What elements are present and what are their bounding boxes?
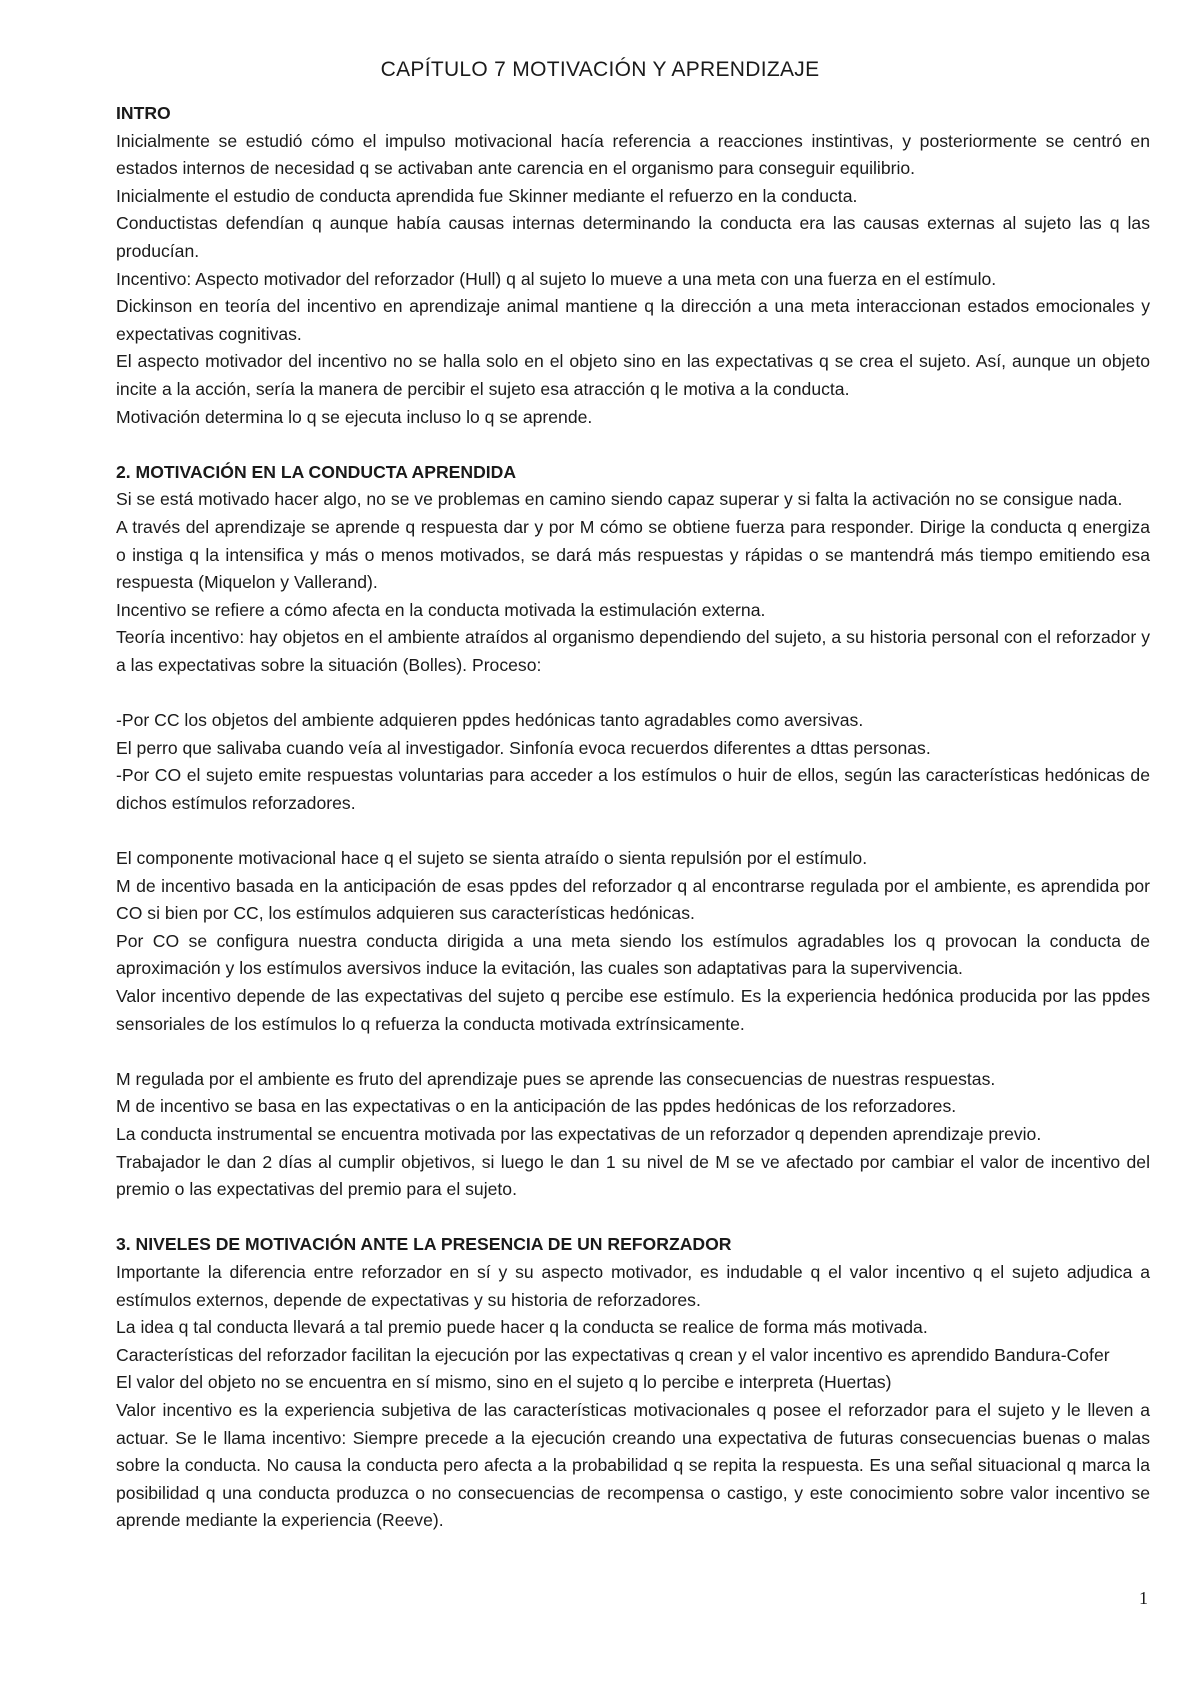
paragraph: Valor incentivo depende de las expectativas del sujeto q percibe ese estímulo. Es la experiencia hedónica producida por las ppdes sensoriales de los estímulos lo q refuerza la conducta motivada extrínsicamente. [116, 986, 1150, 1034]
paragraph: -Por CO el sujeto emite respuestas voluntarias para acceder a los estímulos o huir de ellos, según las características hedónicas de dichos estímulos reforzadores. [116, 765, 1150, 813]
paragraph: La idea q tal conducta llevará a tal premio puede hacer q la conducta se realice de forma más motivada. [116, 1317, 928, 1338]
paragraph: Teoría incentivo: hay objetos en el ambiente atraídos al organismo dependiendo del sujeto, a su historia personal con el reforzador y a las expectativas sobre la situación (Bolles). Proceso: [116, 627, 1150, 675]
paragraph: Características del reforzador facilitan la ejecución por las expectativas q crean y el valor incentivo es aprendido Bandura-Cofer [116, 1344, 1110, 1365]
paragraph: Inicialmente el estudio de conducta aprendida fue Skinner mediante el refuerzo en la conducta. [116, 185, 858, 206]
paragraph: Inicialmente se estudió cómo el impulso motivacional hacía referencia a reacciones instintivas, y posteriormente se centró en estados internos de necesidad q se activaban ante carencia en el organismo para conseguir equilibrio. [116, 130, 1150, 179]
paragraph: Incentivo: Aspecto motivador del reforzador (Hull) q al sujeto lo mueve a una meta con una fuerza en el estímulo. [116, 268, 997, 289]
paragraph-spacer [116, 817, 1150, 845]
paragraph: Motivación determina lo q se ejecuta incluso lo q se aprende. [116, 406, 593, 427]
paragraph: A través del aprendizaje se aprende q respuesta dar y por M cómo se obtiene fuerza para responder. Dirige la conducta q energiza o instiga q la intensifica y más o menos motivados, se dará más respuestas y rápidas o se mantendrá más tiempo emitiendo esa respuesta (Miquelon y Vallerand). [116, 516, 1150, 593]
paragraph: M de incentivo se basa en las expectativas o en la anticipación de las ppdes hedónicas de los reforzadores. [116, 1096, 957, 1117]
paragraph: Importante la diferencia entre reforzador en sí y su aspecto motivador, es indudable q el valor incentivo q el sujeto adjudica a estímulos externos, depende de expectativas y su historia de reforzadores. [116, 1261, 1150, 1310]
paragraph: Si se está motivado hacer algo, no se ve problemas en camino siendo capaz superar y si falta la activación no se consigue nada. [116, 489, 1123, 510]
paragraph: M regulada por el ambiente es fruto del aprendizaje pues se aprende las consecuencias de nuestras respuestas. [116, 1068, 996, 1089]
section-heading: 3. NIVELES DE MOTIVACIÓN ANTE LA PRESENCIA DE UN REFORZADOR [116, 1234, 732, 1255]
paragraph-spacer [116, 679, 1150, 707]
paragraph: La conducta instrumental se encuentra motivada por las expectativas de un reforzador q dependen aprendizaje previo. [116, 1123, 1042, 1144]
paragraph: -Por CC los objetos del ambiente adquieren ppdes hedónicas tanto agradables como aversivas. [116, 710, 864, 731]
paragraph: El perro que salivaba cuando veía al investigador. Sinfonía evoca recuerdos diferentes a dttas personas. [116, 737, 931, 758]
chapter-title: CAPÍTULO 7 MOTIVACIÓN Y APRENDIZAJE [380, 58, 820, 81]
section-heading: INTRO [116, 103, 171, 123]
paragraph: Incentivo se refiere a cómo afecta en la conducta motivada la estimulación externa. [116, 599, 766, 620]
paragraph-spacer [116, 431, 1150, 459]
paragraph-spacer [116, 1204, 1150, 1232]
page-number: 1 [1139, 1588, 1148, 1608]
paragraph: Por CO se configura nuestra conducta dirigida a una meta siendo los estímulos agradables los q provocan la conducta de aproximación y los estímulos aversivos induce la evitación, las cuales son adaptativas para la supervivencia. [116, 930, 1150, 979]
document-body [116, 100, 1150, 1535]
paragraph: M de incentivo basada en la anticipación de esas ppdes del reforzador q al encontrarse regulada por el ambiente, es aprendida por CO si bien por CC, los estímulos adquieren sus características hedónicas. [116, 875, 1150, 924]
paragraph: Conductistas defendían q aunque había causas internas determinando la conducta era las causas externas al sujeto las q las producían. [116, 213, 1150, 261]
paragraph-spacer [116, 1038, 1150, 1066]
paragraph: Dickinson en teoría del incentivo en aprendizaje animal mantiene q la dirección a una meta interaccionan estados emocionales y expectativas cognitivas. [116, 296, 1150, 344]
paragraph: El valor del objeto no se encuentra en sí mismo, sino en el sujeto q lo percibe e interpreta (Huertas) [116, 1372, 892, 1393]
paragraph: Valor incentivo es la experiencia subjetiva de las características motivacionales q posee el reforzador para el sujeto y le lleven a actuar. Se le llama incentivo: Siempre precede a la ejecución creando una expectativa de futuras consecuencias buenas o malas sobre la conducta. No causa la conducta pero afecta a la probabilidad q se repita la respuesta. Es una señal situacional q marca la posibilidad q una conducta produzca o no consecuencias de recompensa o castigo, y este conocimiento sobre valor incentivo se aprende mediante la experiencia (Reeve). [116, 1399, 1150, 1531]
section-heading: 2. MOTIVACIÓN EN LA CONDUCTA APRENDIDA [116, 461, 517, 482]
paragraph: Trabajador le dan 2 días al cumplir objetivos, si luego le dan 1 su nivel de M se ve afectado por cambiar el valor de incentivo del premio o las expectativas del premio para el sujeto. [116, 1151, 1150, 1200]
paragraph: El componente motivacional hace q el sujeto se sienta atraído o sienta repulsión por el estímulo. [116, 848, 868, 869]
paragraph: El aspecto motivador del incentivo no se halla solo en el objeto sino en las expectativas q se crea el sujeto. Así, aunque un objeto incite a la acción, sería la manera de percibir el sujeto esa atracción q le motiva a la conducta. [116, 351, 1150, 399]
